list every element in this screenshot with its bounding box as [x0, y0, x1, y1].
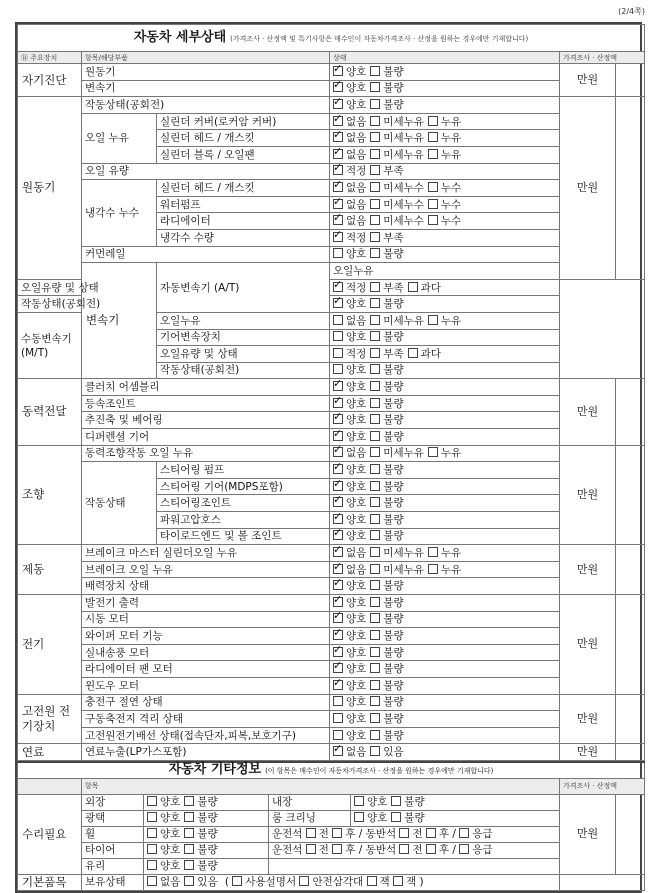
checkbox-icon[interactable] — [333, 696, 343, 706]
checkbox-icon[interactable] — [333, 348, 343, 358]
checkbox-icon[interactable] — [428, 547, 438, 557]
checkbox-icon[interactable] — [370, 663, 380, 673]
checkbox-icon[interactable] — [428, 215, 438, 225]
checkbox-icon[interactable] — [428, 199, 438, 209]
checked-checkbox-icon[interactable] — [333, 564, 343, 574]
checked-checkbox-icon[interactable] — [333, 613, 343, 623]
checked-checkbox-icon[interactable] — [333, 447, 343, 457]
checkbox-icon[interactable] — [370, 182, 380, 192]
checked-checkbox-icon[interactable] — [333, 630, 343, 640]
checked-checkbox-icon[interactable] — [333, 497, 343, 507]
checkbox-icon[interactable] — [370, 149, 380, 159]
checkbox-icon[interactable] — [147, 796, 157, 806]
category-high-voltage: 고전원 전기장치 — [18, 694, 82, 744]
checkbox-icon[interactable] — [370, 730, 380, 740]
checkbox-icon[interactable] — [147, 812, 157, 822]
category-electric: 전기 — [18, 595, 82, 695]
checkbox-icon[interactable] — [370, 613, 380, 623]
checkbox-icon[interactable] — [370, 381, 380, 391]
checkbox-icon[interactable] — [370, 348, 380, 358]
checkbox-icon[interactable] — [399, 844, 409, 854]
checkbox-icon[interactable] — [370, 530, 380, 540]
inspection-form — [15, 22, 642, 893]
checkbox-icon[interactable] — [370, 82, 380, 92]
checkbox-icon[interactable] — [428, 447, 438, 457]
checkbox-icon[interactable] — [370, 630, 380, 640]
checkbox-icon[interactable] — [370, 165, 380, 175]
checkbox-icon[interactable] — [147, 876, 157, 886]
checkbox-icon[interactable] — [370, 66, 380, 76]
checkbox-icon[interactable] — [370, 696, 380, 706]
checkbox-icon[interactable] — [370, 331, 380, 341]
checkbox-icon[interactable] — [232, 876, 242, 886]
checked-checkbox-icon[interactable] — [333, 199, 343, 209]
checkbox-icon[interactable] — [184, 812, 194, 822]
checkbox-icon[interactable] — [428, 116, 438, 126]
checkbox-icon[interactable] — [370, 364, 380, 374]
checked-checkbox-icon[interactable] — [333, 431, 343, 441]
checkbox-icon[interactable] — [370, 547, 380, 557]
checkbox-icon[interactable] — [370, 447, 380, 457]
checked-checkbox-icon[interactable] — [333, 530, 343, 540]
checked-checkbox-icon[interactable] — [333, 481, 343, 491]
category-engine: 원동기 — [18, 97, 82, 280]
checkbox-icon[interactable] — [147, 844, 157, 854]
checkbox-icon[interactable] — [354, 812, 364, 822]
checkbox-icon[interactable] — [408, 282, 418, 292]
checkbox-icon[interactable] — [370, 116, 380, 126]
status-table: 자동차 세부상태 (가격조사 · 산정액 및 특기사항은 매수인이 자동차가격조사 · 산정을 원하는 경우에만 기재합니다) ⑭ 주요장치 항목/해당부품 상태 가격조사 · 산정액 자기진단 원동기 ✓ 양호 불량 만원 변속기 ✓ 양호 불량 원동기 작동상태(공회전) ✓ 양호 불량 만원 오일 누유 실린더 커버(로커암 커버) ✓ 없음 미세누유 누유 실린더 헤드 / 개스킷 ✓ 없음 미세누유 누유 실린더 블록 / 오일팬 ✓ 없음 미세누유 누유 오일 유량 ✓ 적정 부족 냉각수 누수 실린더 헤드 / 개스킷 ✓ 없음 미세누수 누수 워터펌프 ✓ 없음 미세누수 누수 라디에이터 ✓ 없음 미세누수 누수 냉각수 수량 ✓ 적정 부족 커먼레일 양호 불량 변속기 자동변속기 (A/T) 오일누유 오일유량 및 상태 ✓ 적정 부족 과다 작동상태(공회전) ✓ 양호 불량 수동변속기 (M/T) 오일누유 없음 미세누유 누유 기어변속장치 양호 불량 오일유량 및 상태 적정 부족 과다 작동상태(공회전) 양호 불량 동력전달 클러치 어셈블리 ✓ 양호 불량 만원 등속조인트 ✓ 양호 불량 추진축 및 베어링 ✓ 양호 불량 디퍼렌셜 기어 ✓ 양호 불량 조향 동력조향작동 오일 누유 ✓ 없음 미세누유 누유 만원 작동상태 스티어링 펌프 ✓ 양호 불량 스티어링 기어(MDPS포함) ✓ 양호 불량 스티어링조인트 ✓ 양호 불량 파워고압호스 ✓ 양호 불량 타이로드엔드 및 볼 조인트 ✓ 양호 불량 제동 브레이크 마스터 실린더오일 누유 ✓ 없음 미세누유 누유 만원 브레이크 오일 누유 ✓ 없음 미세누유 누유 배력장치 상태 ✓ 양호 불량 전기 발전기 출력 ✓ 양호 불량 만원 시동 모터 ✓ 양호 불량 와이퍼 모터 기능 ✓ 양호 불량 실내송풍 모터 ✓ 양호 불량 라디에이터 팬 모터 ✓ 양호 불량 윈도우 모터 ✓ 양호 불량 고전원 전기장치 충전구 절연 상태 양호 불량 만원 구동축전지 격리 상태 양호 불량 고전원전기배선 상태(접속단자,피복,보호기구) 양호 불량 연료 연료누출(LP가스포함) ✓ 없음 있음 만원 — [17, 24, 645, 761]
checkbox-icon[interactable] — [333, 730, 343, 740]
category-repair: 수리필요 — [18, 794, 82, 874]
checkbox-icon[interactable] — [370, 215, 380, 225]
checkbox-icon[interactable] — [370, 248, 380, 258]
checkbox-icon[interactable] — [399, 828, 409, 838]
checkbox-icon[interactable] — [184, 860, 194, 870]
checkbox-icon[interactable] — [370, 597, 380, 607]
checkbox-icon[interactable] — [370, 580, 380, 590]
checked-checkbox-icon[interactable] — [333, 746, 343, 756]
checkbox-icon[interactable] — [391, 812, 401, 822]
checkbox-icon[interactable] — [393, 876, 403, 886]
checkbox-icon[interactable] — [333, 315, 343, 325]
checked-checkbox-icon[interactable] — [333, 663, 343, 673]
checkbox-icon[interactable] — [367, 876, 377, 886]
state-cell[interactable]: ✓ 양호 불량 — [330, 64, 560, 81]
checkbox-icon[interactable] — [370, 298, 380, 308]
page-number: (2/4쪽) — [618, 7, 645, 16]
checkbox-icon[interactable] — [370, 497, 380, 507]
category-self-diagnosis: 자기진단 — [18, 64, 82, 97]
checkbox-icon[interactable] — [426, 828, 436, 838]
checkbox-icon[interactable] — [370, 431, 380, 441]
checkbox-icon[interactable] — [370, 746, 380, 756]
checked-checkbox-icon[interactable] — [333, 514, 343, 524]
checkbox-icon[interactable] — [391, 796, 401, 806]
checkbox-icon[interactable] — [428, 149, 438, 159]
checkbox-icon[interactable] — [306, 828, 316, 838]
checkbox-icon[interactable] — [370, 564, 380, 574]
checkbox-icon[interactable] — [428, 182, 438, 192]
status-header-row: ⑭ 주요장치 항목/해당부품 상태 가격조사 · 산정액 — [18, 52, 645, 64]
checked-checkbox-icon[interactable] — [333, 215, 343, 225]
checked-checkbox-icon[interactable] — [333, 381, 343, 391]
checked-checkbox-icon[interactable] — [333, 580, 343, 590]
checkbox-icon[interactable] — [428, 132, 438, 142]
checkbox-icon[interactable] — [370, 680, 380, 690]
etc-table: 자동차 기타정보 (이 항목은 매수인이 자동차가격조사 · 산정을 원하는 경우에만 기재합니다) 항목 가격조사 · 산정액 수리필요 외장 양호 불량 내장 양호 불량 만원 광택 양호 불량 룸 크리닝 양호 불량 휠 양호 불량 운전석 전 후 / 동반석 전 후 / 응급 타이어 양호 불량 운전석 전 후 / 동반석 전 후 / 응급 유리 양호 불량 기본품목 보유상태 없음 있음 ( 사용설명서 안전삼각대 잭 잭 ) — [17, 761, 645, 891]
checkbox-icon[interactable] — [370, 481, 380, 491]
checkbox-icon[interactable] — [370, 282, 380, 292]
checkbox-icon[interactable] — [459, 844, 469, 854]
checked-checkbox-icon[interactable] — [333, 66, 343, 76]
checkbox-icon[interactable] — [147, 828, 157, 838]
checked-checkbox-icon[interactable] — [333, 116, 343, 126]
checkbox-icon[interactable] — [370, 232, 380, 242]
checked-checkbox-icon[interactable] — [333, 414, 343, 424]
checkbox-icon[interactable] — [306, 844, 316, 854]
checkbox-icon[interactable] — [370, 514, 380, 524]
checkbox-icon[interactable] — [184, 844, 194, 854]
category-fuel: 연료 — [18, 744, 82, 761]
checkbox-icon[interactable] — [299, 876, 309, 886]
checked-checkbox-icon[interactable] — [333, 132, 343, 142]
checkbox-icon[interactable] — [370, 315, 380, 325]
checked-checkbox-icon[interactable] — [333, 282, 343, 292]
checked-checkbox-icon[interactable] — [333, 680, 343, 690]
checkbox-icon[interactable] — [184, 828, 194, 838]
checked-checkbox-icon[interactable] — [333, 99, 343, 109]
checkbox-icon[interactable] — [332, 844, 342, 854]
checkbox-icon[interactable] — [370, 132, 380, 142]
checkbox-icon[interactable] — [428, 564, 438, 574]
checkbox-icon[interactable] — [426, 844, 436, 854]
checkbox-icon[interactable] — [333, 331, 343, 341]
checked-checkbox-icon[interactable] — [333, 464, 343, 474]
checkbox-icon[interactable] — [428, 315, 438, 325]
checkbox-icon[interactable] — [370, 713, 380, 723]
checked-checkbox-icon[interactable] — [333, 547, 343, 557]
category-brake: 제동 — [18, 545, 82, 595]
checkbox-icon[interactable] — [333, 713, 343, 723]
checked-checkbox-icon[interactable] — [333, 647, 343, 657]
checked-checkbox-icon[interactable] — [333, 165, 343, 175]
checkbox-icon[interactable] — [333, 248, 343, 258]
checkbox-icon[interactable] — [184, 876, 194, 886]
category-power-train: 동력전달 — [18, 379, 82, 445]
checkbox-icon[interactable] — [370, 199, 380, 209]
checkbox-icon[interactable] — [184, 796, 194, 806]
checkbox-icon[interactable] — [333, 364, 343, 374]
checkbox-icon[interactable] — [147, 860, 157, 870]
category-steering: 조향 — [18, 445, 82, 545]
category-transmission: 변속기 — [82, 263, 157, 379]
checked-checkbox-icon[interactable] — [333, 232, 343, 242]
checked-checkbox-icon[interactable] — [333, 298, 343, 308]
price-cell[interactable]: 만원 — [560, 64, 616, 97]
checkbox-icon[interactable] — [370, 464, 380, 474]
checked-checkbox-icon[interactable] — [333, 149, 343, 159]
checked-checkbox-icon[interactable] — [333, 82, 343, 92]
checkbox-icon[interactable] — [354, 796, 364, 806]
checked-checkbox-icon[interactable] — [333, 182, 343, 192]
etc-section-title: 자동차 기타정보 (이 항목은 매수인이 자동차가격조사 · 산정을 원하는 경우에만 기재합니다) — [18, 762, 645, 779]
checked-checkbox-icon[interactable] — [333, 597, 343, 607]
checkbox-icon[interactable] — [332, 828, 342, 838]
checkbox-icon[interactable] — [370, 99, 380, 109]
checkbox-icon[interactable] — [459, 828, 469, 838]
checked-checkbox-icon[interactable] — [333, 398, 343, 408]
checkbox-icon[interactable] — [370, 414, 380, 424]
status-section-title: 자동차 세부상태 (가격조사 · 산정액 및 특기사항은 매수인이 자동차가격조사 · 산정을 원하는 경우에만 기재합니다) — [18, 25, 645, 52]
checkbox-icon[interactable] — [370, 647, 380, 657]
category-basic-items: 기본품목 — [18, 874, 82, 890]
checkbox-icon[interactable] — [370, 398, 380, 408]
checkbox-icon[interactable] — [408, 348, 418, 358]
